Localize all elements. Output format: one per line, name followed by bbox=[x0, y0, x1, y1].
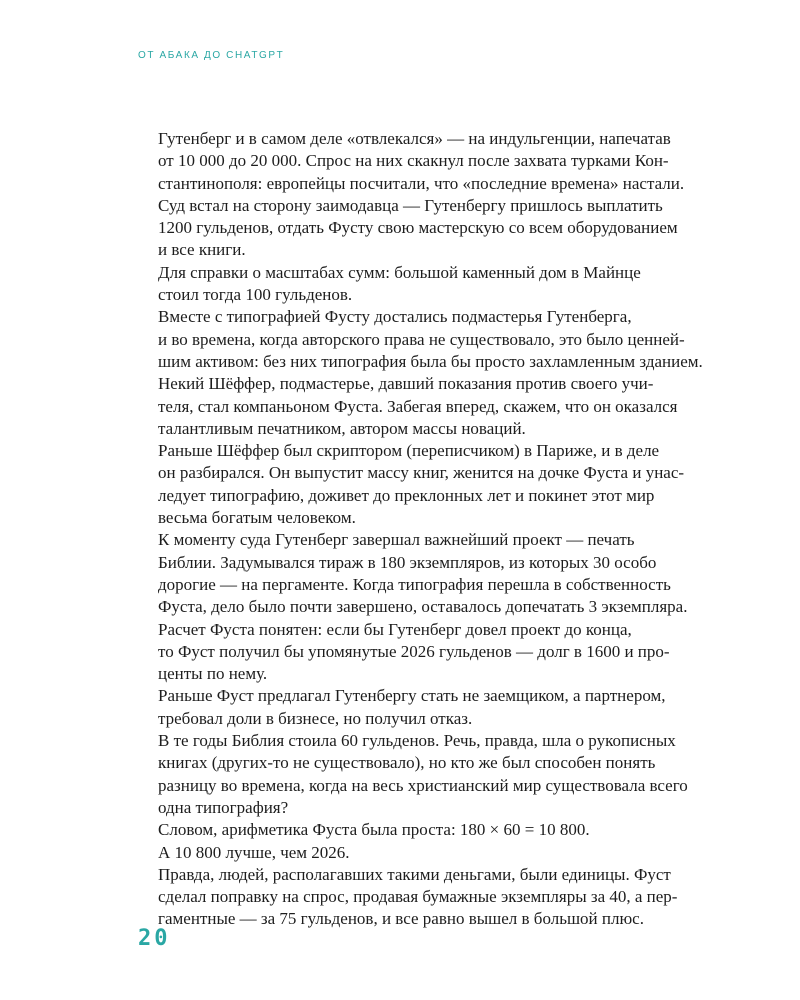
text-line: гаментные — за 75 гульденов, и все равно вышел в большой плюс. bbox=[158, 909, 644, 929]
paragraph bbox=[138, 864, 678, 931]
text-line: Для справки о масштабах сумм: большой каменный дом в Майнце bbox=[158, 262, 641, 282]
text-line: Расчет Фуста понятен: если бы Гутенберг довел проект до конца, bbox=[158, 619, 632, 639]
text-line: весьма богатым человеком. bbox=[158, 508, 356, 528]
text-line: одна типография? bbox=[158, 797, 289, 817]
paragraph bbox=[138, 529, 688, 618]
paragraph bbox=[138, 730, 688, 819]
text-line: А 10 800 лучше, чем 2026. bbox=[158, 842, 350, 862]
text-line: стоил тогда 100 гульденов. bbox=[158, 285, 353, 305]
text-line: К моменту суда Гутенберг завершал важнейший проект — печать bbox=[158, 530, 635, 550]
paragraph bbox=[138, 262, 668, 307]
body-text bbox=[138, 128, 703, 931]
text-line: талантливым печатником, автором массы новаций. bbox=[158, 418, 526, 438]
paragraph bbox=[138, 819, 668, 841]
paragraph bbox=[138, 128, 685, 195]
text-line: Раньше Шёффер был скриптором (переписчиком) в Париже, и в деле bbox=[158, 441, 660, 461]
text-line: Фуста, дело было почти завершено, оставалось допечатать 3 экземпляра. bbox=[158, 597, 688, 617]
text-line: книгах (других-то не существовало), но кто же был способен понять bbox=[158, 753, 656, 773]
paragraph bbox=[138, 685, 668, 730]
paragraph bbox=[138, 373, 678, 440]
text-line: и во времена, когда авторского права не существовало, это было ценней- bbox=[158, 329, 685, 349]
text-line: и все книги. bbox=[158, 240, 246, 260]
text-line: Словом, арифметика Фуста была проста: 180 × 60 = 10 800. bbox=[158, 820, 590, 840]
text-line: Правда, людей, располагавших такими деньгами, были единицы. Фуст bbox=[158, 864, 671, 884]
text-line: разницу во времена, когда на весь христианский мир существовала всего bbox=[158, 775, 688, 795]
text-line: стантинополя: европейцы посчитали, что «последние времена» настали. bbox=[158, 173, 685, 193]
text-line: центы по нему. bbox=[158, 664, 268, 684]
text-line: сделал поправку на спрос, продавая бумажные экземпляры за 40, а пер- bbox=[158, 887, 678, 907]
text-line: то Фуст получил бы упомянутые 2026 гульденов — долг в 1600 и про- bbox=[158, 641, 670, 661]
text-line: дорогие — на пергаменте. Когда типография перешла в собственность bbox=[158, 574, 671, 594]
paragraph bbox=[138, 440, 685, 529]
text-line: Гутенберг и в самом деле «отвлекался» — на индульгенции, напечатав bbox=[158, 129, 671, 148]
text-line: от 10 000 до 20 000. Спрос на них скакнул после захвата турками Кон- bbox=[158, 151, 669, 171]
text-line: шим активом: без них типография была бы просто захламленным зданием. bbox=[158, 351, 703, 371]
text-line: Суд встал на сторону заимодавца — Гутенбергу пришлось выплатить bbox=[158, 195, 663, 215]
text-line: Вместе с типографией Фусту достались подмастерья Гутенберга, bbox=[158, 307, 632, 327]
page-number: 20 bbox=[138, 926, 171, 951]
text-line: он разбирался. Он выпустит массу книг, женится на дочке Фуста и унас- bbox=[158, 463, 685, 483]
text-line: требовал доли в бизнесе, но получил отказ. bbox=[158, 708, 473, 728]
text-line: Раньше Фуст предлагал Гутенбергу стать не заемщиком, а партнером, bbox=[158, 686, 666, 706]
text-line: ледует типографию, доживет до преклонных лет и покинет этот мир bbox=[158, 485, 655, 505]
text-line: В те годы Библия стоила 60 гульденов. Речь, правда, шла о рукописных bbox=[158, 731, 676, 751]
text-line: 1200 гульденов, отдать Фусту свою мастерскую со всем оборудованием bbox=[158, 218, 678, 238]
text-line: теля, стал компаньоном Фуста. Забегая вперед, скажем, что он оказался bbox=[158, 396, 678, 416]
running-header: ОТ АБАКА ДО CHATGPT bbox=[138, 50, 285, 61]
paragraph bbox=[138, 306, 703, 373]
paragraph bbox=[138, 842, 668, 864]
paragraph bbox=[138, 619, 668, 686]
paragraph bbox=[138, 195, 678, 262]
text-line: Некий Шёффер, подмастерье, давший показания против своего учи- bbox=[158, 374, 654, 394]
text-line: Библии. Задумывался тираж в 180 экземпляров, из которых 30 особо bbox=[158, 552, 657, 572]
